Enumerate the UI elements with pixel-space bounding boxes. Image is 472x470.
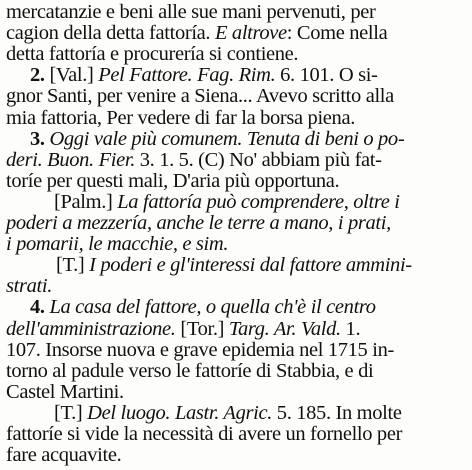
roman-text: [Val.]: [49, 64, 99, 87]
entry-number: 4.: [30, 296, 50, 319]
roman-text: 107. Insorse nuova e grave epidemia nel 1715 in-: [6, 338, 394, 361]
italic-text: deri. Buon. Fier.: [6, 148, 135, 171]
roman-text: [T.]: [56, 254, 90, 277]
roman-text: 1.: [340, 317, 361, 340]
roman-text: 6. 101. O si-: [275, 64, 378, 87]
roman-text: cagion della detta fattoría.: [6, 22, 215, 45]
italic-text: dell'amministrazione.: [6, 317, 176, 340]
roman-text: Castel Martini.: [6, 380, 124, 403]
italic-text: E altrove: [214, 22, 287, 45]
roman-text: [Tor.]: [175, 317, 229, 340]
text-line: [6, 443, 464, 467]
italic-text: La fattoría può comprendere, oltre i: [117, 190, 400, 213]
italic-text: Pel Fattore. Fag. Rim.: [98, 64, 276, 87]
roman-text: torno al padule verso le fattoríe di Stabbia, e di: [6, 359, 374, 382]
roman-text: gnor Santi, per venire a Siena... Avevo scritto alla: [6, 85, 394, 108]
italic-text: I poderi e gl'interessi dal fattore ammini-: [89, 254, 412, 277]
roman-text: 3. 1. 5. (C) No' abbiam più fat-: [135, 148, 382, 171]
roman-text: toríe per questi mali, D'aria più opportuna.: [6, 169, 340, 192]
roman-text: fattoríe si vide la necessità di avere un fornello per: [6, 423, 403, 445]
roman-text: mercatanzie e beni alle sue mani pervenuti, per: [6, 1, 376, 23]
roman-text: [T.]: [54, 401, 88, 424]
roman-text: fare acquavite.: [6, 444, 122, 467]
italic-text: strati.: [6, 275, 52, 298]
italic-text: Oggi vale più comunem. Tenuta di beni o po-: [49, 127, 405, 150]
italic-text: poderi a mezzería, anche le terre a mano, i prati,: [6, 212, 391, 234]
roman-text: mia fattoria, Per vedere di far la borsa piena.: [6, 106, 355, 129]
roman-text: [Palm.]: [54, 190, 118, 213]
entry-number: 3.: [30, 127, 50, 150]
italic-text: Targ. Ar. Vald.: [228, 317, 341, 340]
roman-text: : Come nella: [286, 22, 388, 45]
roman-text: 5. 185. In molte: [272, 401, 402, 424]
entry-number: 2.: [30, 64, 50, 87]
italic-text: Del luogo. Lastr. Agric.: [87, 401, 273, 424]
roman-text: detta fattoría e procurería si contiene.: [6, 43, 299, 66]
italic-text: La casa del fattore, o quella ch'è il centro: [49, 296, 376, 319]
italic-text: i pomarii, le macchie, e sim.: [6, 233, 229, 256]
